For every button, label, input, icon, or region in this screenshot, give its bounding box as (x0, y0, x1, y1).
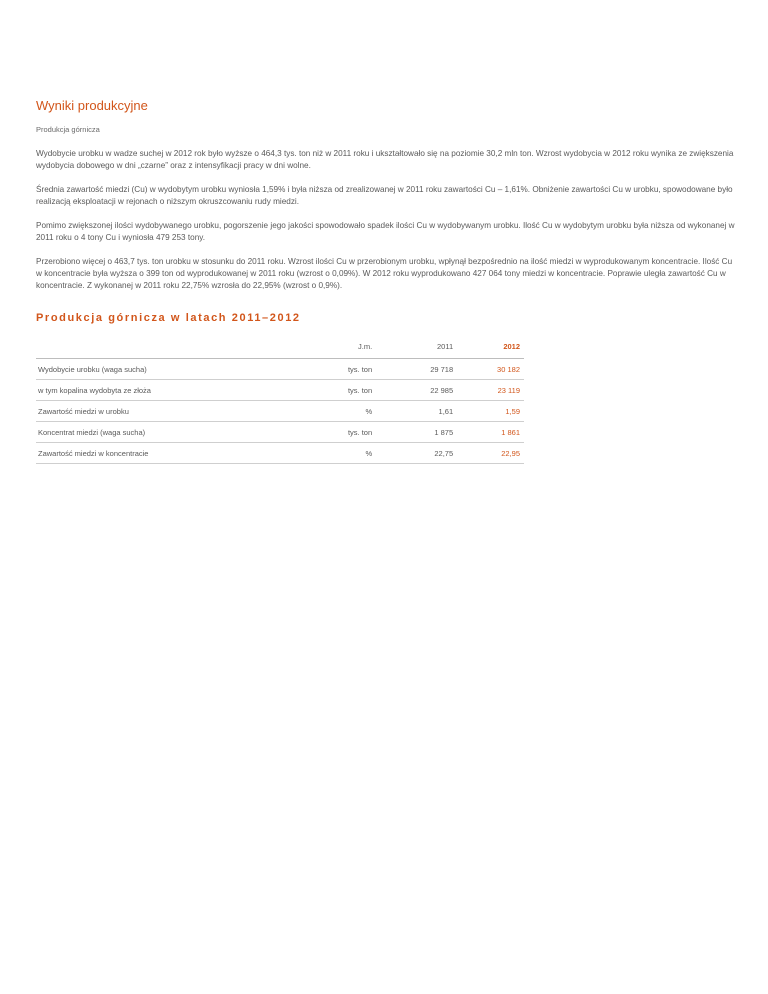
table-header-row (36, 334, 524, 359)
header-2012: 2012 (457, 334, 524, 359)
table-row (36, 359, 524, 380)
row-label: Wydobycie urobku (waga sucha) (36, 359, 295, 380)
row-value-2011: 22 985 (376, 380, 457, 401)
row-label: w tym kopalina wydobyta ze złoża (36, 380, 295, 401)
row-value-2012: 23 119 (457, 380, 524, 401)
row-value-2012: 30 182 (457, 359, 524, 380)
row-unit: % (295, 443, 376, 464)
header-2011: 2011 (376, 334, 457, 359)
row-value-2011: 22,75 (376, 443, 457, 464)
row-value-2012: 1 861 (457, 422, 524, 443)
subsection-label: Produkcja górnicza (36, 125, 100, 134)
table-row (36, 443, 524, 464)
row-value-2012: 1,59 (457, 401, 524, 422)
paragraph-4: Przerobiono więcej o 463,7 tys. ton urobku w stosunku do 2011 roku. Wzrost ilości Cu w przerobionym urobku, wpłynął bezpośrednio na ilość miedzi w wyprodukowanym koncentracie. Ilość Cu w koncentracie była wyższa o 399 ton od wyprodukowanej w 2011 roku (wzrost o 0,09%). W 2012 roku wyprodukowano 427 064 tony miedzi w koncentracie. Poprawie uległa zawartość Cu w koncentracie. Z wykonanej w 2011 roku 22,75% wzrosła do 22,95% (wzrost o 0,9%). (36, 257, 733, 290)
row-value-2011: 1 875 (376, 422, 457, 443)
row-unit: tys. ton (295, 380, 376, 401)
row-value-2011: 1,61 (376, 401, 457, 422)
row-value-2012: 22,95 (457, 443, 524, 464)
table-row (36, 401, 524, 422)
row-label: Zawartość miedzi w urobku (36, 401, 295, 422)
row-label: Koncentrat miedzi (waga sucha) (36, 422, 295, 443)
paragraph-3: Pomimo zwiększonej ilości wydobywanego urobku, pogorszenie jego jakości spowodowało spadek ilości Cu w wydobywanym urobku. Ilość Cu w wydobytym urobku była niższa od wykonanej w 2011 roku o 4 tony Cu i wyniosła 479 253 tony. (36, 221, 735, 242)
header-unit: J.m. (295, 334, 376, 359)
paragraph-1: Wydobycie urobku w wadze suchej w 2012 rok było wyższe o 464,3 tys. ton niż w 2011 roku i ukształtowało się na poziomie 30,2 mln ton. Wzrost wydobycia w 2012 roku wynika ze zwiększenia wydobycia dobowego w dni „czarne” oraz z intensyfikacji pracy w dni wolne. (36, 149, 734, 170)
paragraph-2: Średnia zawartość miedzi (Cu) w wydobytym urobku wyniosła 1,59% i była niższa od zrealizowanej w 2011 roku zawartości Cu – 1,61%. Obniżenie zawartości Cu w urobku, spowodowane było realizacją eksploatacji w rejonach o niższym okruszcowaniu rudy miedzi. (36, 185, 733, 206)
row-value-2011: 29 718 (376, 359, 457, 380)
row-unit: tys. ton (295, 359, 376, 380)
table-title: Produkcja górnicza w latach 2011–2012 (36, 312, 301, 324)
table-row (36, 380, 524, 401)
table-row (36, 422, 524, 443)
section-title: Wyniki produkcyjne (36, 98, 148, 113)
row-unit: tys. ton (295, 422, 376, 443)
production-table (36, 334, 524, 464)
header-label (36, 334, 295, 359)
document-page (36, 98, 736, 464)
row-unit: % (295, 401, 376, 422)
row-label: Zawartość miedzi w koncentracie (36, 443, 295, 464)
